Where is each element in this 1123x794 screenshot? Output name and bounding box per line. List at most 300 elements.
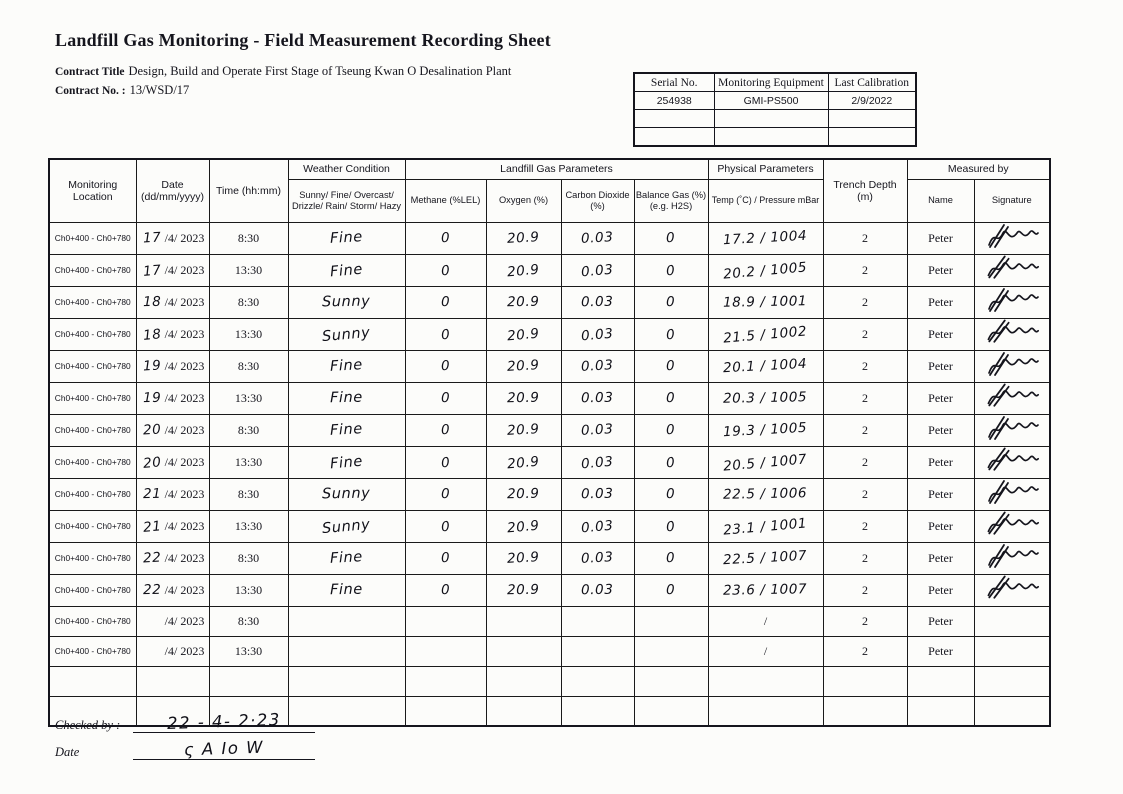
header-weather-options: Sunny/ Fine/ Overcast/ Drizzle/ Rain/ Storm/ Hazy — [288, 179, 405, 222]
equipment-header-row — [634, 73, 916, 92]
cell-weather — [288, 222, 405, 254]
cell-methane — [405, 666, 486, 696]
handwritten-temp-pressure: 23.1 / 1001 — [722, 515, 809, 539]
cell-time: 8:30 — [209, 350, 288, 382]
signature-scribble — [982, 317, 1042, 347]
handwritten-weather: Fine — [329, 549, 364, 567]
cell-location: Ch0+400 - Ch0+780 — [49, 510, 136, 542]
handwritten-methane: 0 — [440, 326, 451, 344]
cell-date — [136, 606, 209, 636]
cell-time: 13:30 — [209, 382, 288, 414]
signature-scribble — [983, 351, 1041, 377]
header-trench-depth: Trench Depth (m) — [823, 159, 907, 222]
cell-balance-gas — [634, 254, 708, 286]
cell-time: 8:30 — [209, 542, 288, 574]
cell-time: 8:30 — [209, 222, 288, 254]
cell-signature — [974, 254, 1050, 286]
cell-name: Peter — [907, 478, 974, 510]
table-row — [49, 478, 1050, 510]
handwritten-day: 17 — [142, 229, 162, 247]
cell-balance-gas — [634, 542, 708, 574]
equipment-cell — [714, 128, 828, 147]
equipment-tbody — [634, 92, 916, 147]
cell-methane — [405, 636, 486, 666]
printed-date: /4/ 2023 — [164, 295, 205, 309]
handwritten-weather: Sunny — [321, 516, 372, 538]
cell-methane — [405, 318, 486, 350]
header-monitoring-location: Monitoring Location — [49, 159, 136, 222]
handwritten-oxygen: 20.9 — [506, 421, 541, 439]
cell-date — [136, 318, 209, 350]
equipment-cell: GMI-PS500 — [714, 92, 828, 110]
handwritten-day: 21 — [142, 518, 162, 536]
cell-methane — [405, 254, 486, 286]
signature-scribble — [983, 415, 1041, 441]
cell-name: Peter — [907, 318, 974, 350]
cell-location: Ch0+400 - Ch0+780 — [49, 254, 136, 286]
cell-balance-gas — [634, 414, 708, 446]
table-row — [49, 382, 1050, 414]
handwritten-day: 17 — [142, 262, 162, 280]
cell-carbon-dioxide — [561, 666, 634, 696]
handwritten-temp-pressure: 17.2 / 1004 — [723, 227, 808, 249]
cell-oxygen — [486, 222, 561, 254]
cell-oxygen — [486, 542, 561, 574]
cell-balance-gas — [634, 478, 708, 510]
checked-by-line — [133, 712, 315, 733]
equipment-cell: 2/9/2022 — [828, 92, 916, 110]
signature-scribble — [982, 253, 1042, 283]
signature-scribble — [983, 479, 1041, 505]
cell-balance-gas — [634, 574, 708, 606]
handwritten-oxygen: 20.9 — [507, 581, 540, 599]
equipment-header-serial: Serial No. — [634, 73, 714, 92]
cell-location: Ch0+400 - Ch0+780 — [49, 606, 136, 636]
cell-trench-depth — [823, 696, 907, 726]
cell-weather — [288, 542, 405, 574]
handwritten-balance: 0 — [665, 454, 677, 472]
equipment-cell — [714, 110, 828, 128]
table-row — [49, 318, 1050, 350]
handwritten-methane: 0 — [440, 421, 451, 439]
cell-carbon-dioxide — [561, 542, 634, 574]
cell-trench-depth: 2 — [823, 222, 907, 254]
header-date: Date (dd/mm/yyyy) — [136, 159, 209, 222]
cell-name: Peter — [907, 254, 974, 286]
handwritten-methane: 0 — [440, 357, 451, 375]
cell-name — [907, 696, 974, 726]
cell-location: Ch0+400 - Ch0+780 — [49, 382, 136, 414]
handwritten-methane: 0 — [440, 262, 451, 280]
header-physical-parameters: Physical Parameters — [708, 159, 823, 179]
header-signature: Signature — [974, 179, 1050, 222]
cell-methane — [405, 574, 486, 606]
cell-carbon-dioxide — [561, 254, 634, 286]
cell-oxygen — [486, 382, 561, 414]
cell-weather — [288, 666, 405, 696]
header-landfill-gas-parameters: Landfill Gas Parameters — [405, 159, 708, 179]
checked-by-row — [55, 712, 385, 733]
header-time: Time (hh:mm) — [209, 159, 288, 222]
cell-temp-pressure — [708, 286, 823, 318]
handwritten-methane: 0 — [440, 581, 451, 599]
cell-weather — [288, 510, 405, 542]
handwritten-balance: 0 — [665, 326, 677, 344]
cell-weather — [288, 382, 405, 414]
cell-oxygen — [486, 350, 561, 382]
cell-location: Ch0+400 - Ch0+780 — [49, 636, 136, 666]
cell-name: Peter — [907, 350, 974, 382]
cell-carbon-dioxide — [561, 574, 634, 606]
handwritten-methane: 0 — [440, 389, 451, 407]
table-row — [49, 606, 1050, 636]
cell-signature — [974, 318, 1050, 350]
handwritten-temp-pressure: 18.9 / 1001 — [723, 293, 808, 311]
cell-balance-gas — [634, 666, 708, 696]
handwritten-oxygen: 20.9 — [507, 293, 540, 311]
handwritten-weather: Fine — [329, 357, 364, 375]
handwritten-temp-pressure: 20.1 / 1004 — [723, 355, 808, 377]
equipment-cell: 254938 — [634, 92, 714, 110]
date-label: Date — [55, 745, 80, 759]
cell-time: 8:30 — [209, 606, 288, 636]
signature-scribble — [983, 223, 1041, 249]
cell-location: Ch0+400 - Ch0+780 — [49, 318, 136, 350]
cell-temp-pressure — [708, 606, 823, 636]
cell-oxygen — [486, 510, 561, 542]
contract-no-value: 13/WSD/17 — [129, 83, 190, 97]
handwritten-co2: 0.03 — [580, 517, 615, 537]
cell-temp-pressure — [708, 254, 823, 286]
cell-date — [136, 414, 209, 446]
cell-date — [136, 382, 209, 414]
header-carbon-dioxide: Carbon Dioxide (%) — [561, 179, 634, 222]
cell-carbon-dioxide — [561, 350, 634, 382]
equipment-cell — [828, 128, 916, 147]
cell-oxygen — [486, 414, 561, 446]
printed-date: /4/ 2023 — [164, 583, 205, 597]
cell-location: Ch0+400 - Ch0+780 — [49, 574, 136, 606]
cell-methane — [405, 414, 486, 446]
equipment-cell — [828, 110, 916, 128]
page-title: Landfill Gas Monitoring - Field Measurement Recording Sheet — [55, 30, 551, 50]
cell-balance-gas — [634, 318, 708, 350]
cell-signature — [974, 666, 1050, 696]
handwritten-temp-pressure: 20.3 / 1005 — [723, 389, 808, 407]
signature-scribble — [982, 445, 1042, 475]
header-temp-pressure: Temp (˚C) / Pressure mBar — [708, 179, 823, 222]
printed-date: /4/ 2023 — [164, 455, 205, 469]
printed-slash: / — [763, 644, 768, 658]
handwritten-weather: Fine — [329, 421, 364, 439]
cell-weather — [288, 446, 405, 478]
cell-temp-pressure — [708, 446, 823, 478]
cell-temp-pressure — [708, 222, 823, 254]
cell-date — [136, 446, 209, 478]
handwritten-day: 21 — [142, 485, 162, 503]
cell-oxygen — [486, 478, 561, 510]
cell-weather — [288, 318, 405, 350]
handwritten-methane: 0 — [440, 229, 451, 247]
equipment-row — [634, 128, 916, 147]
cell-trench-depth: 2 — [823, 446, 907, 478]
cell-carbon-dioxide — [561, 510, 634, 542]
cell-trench-depth: 2 — [823, 606, 907, 636]
header-methane: Methane (%LEL) — [405, 179, 486, 222]
cell-carbon-dioxide — [561, 382, 634, 414]
cell-carbon-dioxide — [561, 318, 634, 350]
cell-carbon-dioxide — [561, 478, 634, 510]
handwritten-temp-pressure: 23.6 / 1007 — [723, 581, 808, 599]
cell-carbon-dioxide — [561, 414, 634, 446]
cell-temp-pressure — [708, 574, 823, 606]
handwritten-co2: 0.03 — [580, 453, 615, 473]
handwritten-oxygen: 20.9 — [506, 517, 541, 537]
equipment-table — [633, 72, 917, 147]
contract-title-line — [55, 62, 511, 81]
cell-balance-gas — [634, 382, 708, 414]
cell-time: 8:30 — [209, 286, 288, 318]
cell-carbon-dioxide — [561, 286, 634, 318]
cell-location: Ch0+400 - Ch0+780 — [49, 414, 136, 446]
cell-methane — [405, 606, 486, 636]
cell-name: Peter — [907, 574, 974, 606]
header-measured-by: Measured by — [907, 159, 1050, 179]
cell-signature — [974, 446, 1050, 478]
footer — [55, 712, 385, 766]
equipment-cell — [634, 128, 714, 147]
printed-date: /4/ 2023 — [164, 644, 205, 658]
handwritten-balance: 0 — [665, 518, 677, 536]
printed-date: /4/ 2023 — [164, 614, 205, 628]
cell-name: Peter — [907, 222, 974, 254]
cell-balance-gas — [634, 286, 708, 318]
header-balance-gas: Balance Gas (%) (e.g. H2S) — [634, 179, 708, 222]
date-line — [133, 739, 315, 760]
table-row — [49, 286, 1050, 318]
cell-location — [49, 666, 136, 696]
handwritten-balance: 0 — [666, 293, 676, 311]
cell-temp-pressure — [708, 350, 823, 382]
cell-name — [907, 666, 974, 696]
cell-location: Ch0+400 - Ch0+780 — [49, 478, 136, 510]
handwritten-co2: 0.03 — [581, 581, 614, 599]
cell-methane — [405, 446, 486, 478]
cell-carbon-dioxide — [561, 606, 634, 636]
cell-weather — [288, 254, 405, 286]
cell-balance-gas — [634, 636, 708, 666]
cell-date — [136, 350, 209, 382]
handwritten-methane: 0 — [440, 454, 451, 472]
cell-trench-depth — [823, 666, 907, 696]
handwritten-co2: 0.03 — [580, 421, 615, 439]
contract-block — [55, 62, 511, 100]
cell-oxygen — [486, 446, 561, 478]
handwritten-weather: Fine — [329, 389, 364, 407]
handwritten-oxygen: 20.9 — [506, 229, 541, 247]
table-row — [49, 446, 1050, 478]
handwritten-temp-pressure: 20.2 / 1005 — [722, 259, 809, 283]
cell-trench-depth: 2 — [823, 318, 907, 350]
cell-time: 13:30 — [209, 574, 288, 606]
cell-balance-gas — [634, 446, 708, 478]
cell-carbon-dioxide — [561, 636, 634, 666]
cell-time — [209, 666, 288, 696]
cell-time: 13:30 — [209, 254, 288, 286]
handwritten-co2: 0.03 — [580, 261, 615, 281]
cell-trench-depth: 2 — [823, 478, 907, 510]
header-oxygen: Oxygen (%) — [486, 179, 561, 222]
contract-no-line — [55, 81, 511, 100]
cell-temp-pressure — [708, 696, 823, 726]
cell-balance-gas — [634, 696, 708, 726]
handwritten-day: 20 — [142, 454, 162, 472]
cell-trench-depth: 2 — [823, 350, 907, 382]
cell-methane — [405, 478, 486, 510]
table-row — [49, 222, 1050, 254]
handwritten-co2: 0.03 — [580, 357, 615, 375]
table-row — [49, 574, 1050, 606]
checked-by-label: Checked by : — [55, 718, 121, 732]
handwritten-balance: 0 — [665, 421, 677, 439]
handwritten-checker-signature: ς A Io W — [183, 737, 265, 760]
contract-title-value: Design, Build and Operate First Stage of Tseung Kwan O Desalination Plant — [128, 64, 512, 78]
handwritten-weather: Fine — [329, 261, 364, 281]
cell-trench-depth: 2 — [823, 636, 907, 666]
handwritten-temp-pressure: 22.5 / 1006 — [723, 485, 808, 503]
cell-name: Peter — [907, 636, 974, 666]
cell-signature — [974, 286, 1050, 318]
equipment-row — [634, 110, 916, 128]
handwritten-balance: 0 — [665, 357, 677, 375]
cell-methane — [405, 222, 486, 254]
cell-methane — [405, 286, 486, 318]
handwritten-methane: 0 — [440, 549, 451, 567]
cell-carbon-dioxide — [561, 696, 634, 726]
handwritten-weather: Fine — [329, 581, 364, 599]
cell-location: Ch0+400 - Ch0+780 — [49, 350, 136, 382]
printed-slash: / — [763, 614, 768, 628]
equipment-header-calibration: Last Calibration — [828, 73, 916, 92]
cell-time: 13:30 — [209, 318, 288, 350]
cell-oxygen — [486, 606, 561, 636]
cell-balance-gas — [634, 510, 708, 542]
handwritten-oxygen: 20.9 — [507, 485, 540, 503]
cell-temp-pressure — [708, 510, 823, 542]
cell-carbon-dioxide — [561, 446, 634, 478]
handwritten-co2: 0.03 — [580, 549, 615, 567]
contract-no-label: Contract No. : — [55, 85, 126, 97]
header-group-row — [49, 159, 1050, 179]
handwritten-day: 20 — [142, 421, 162, 439]
cell-oxygen — [486, 696, 561, 726]
monitoring-table — [48, 158, 1051, 727]
signature-scribble — [982, 381, 1042, 411]
cell-time: 8:30 — [209, 478, 288, 510]
cell-temp-pressure — [708, 318, 823, 350]
cell-weather — [288, 636, 405, 666]
cell-signature — [974, 696, 1050, 726]
cell-oxygen — [486, 636, 561, 666]
cell-name: Peter — [907, 510, 974, 542]
cell-signature — [974, 542, 1050, 574]
handwritten-oxygen: 20.9 — [506, 357, 541, 375]
cell-methane — [405, 350, 486, 382]
date-row — [55, 739, 385, 760]
printed-date: /4/ 2023 — [164, 359, 205, 373]
contract-title-label: Contract Title — [55, 66, 125, 78]
cell-name: Peter — [907, 446, 974, 478]
handwritten-weather: Fine — [329, 229, 364, 247]
handwritten-day: 22 — [142, 581, 162, 599]
signature-scribble — [982, 509, 1042, 539]
cell-signature — [974, 636, 1050, 666]
cell-methane — [405, 510, 486, 542]
handwritten-weather: Fine — [329, 453, 364, 473]
signature-scribble — [983, 287, 1041, 313]
cell-date — [136, 222, 209, 254]
cell-signature — [974, 222, 1050, 254]
cell-weather — [288, 478, 405, 510]
handwritten-co2: 0.03 — [581, 389, 614, 407]
cell-weather — [288, 350, 405, 382]
handwritten-oxygen: 20.9 — [506, 261, 541, 281]
cell-name: Peter — [907, 606, 974, 636]
handwritten-day — [141, 655, 165, 657]
table-row — [49, 636, 1050, 666]
equipment-row — [634, 92, 916, 110]
signature-scribble — [982, 573, 1042, 603]
printed-date: /4/ 2023 — [164, 231, 205, 245]
cell-signature — [974, 478, 1050, 510]
handwritten-temp-pressure: 20.5 / 1007 — [722, 451, 809, 475]
cell-methane — [405, 382, 486, 414]
handwritten-balance: 0 — [665, 262, 677, 280]
handwritten-day: 19 — [142, 389, 162, 407]
cell-oxygen — [486, 574, 561, 606]
handwritten-balance: 0 — [666, 485, 676, 503]
cell-date — [136, 286, 209, 318]
handwritten-co2: 0.03 — [580, 229, 615, 247]
main-tbody — [49, 222, 1050, 726]
handwritten-balance: 0 — [665, 549, 677, 567]
handwritten-temp-pressure: 21.5 / 1002 — [722, 323, 809, 347]
cell-date — [136, 574, 209, 606]
table-row — [49, 510, 1050, 542]
cell-trench-depth: 2 — [823, 542, 907, 574]
printed-date: /4/ 2023 — [164, 391, 205, 405]
cell-signature — [974, 606, 1050, 636]
printed-date: /4/ 2023 — [164, 263, 205, 277]
table-row — [49, 254, 1050, 286]
signature-scribble — [983, 543, 1041, 569]
cell-weather — [288, 414, 405, 446]
cell-balance-gas — [634, 222, 708, 254]
handwritten-day: 19 — [142, 357, 162, 375]
cell-trench-depth: 2 — [823, 574, 907, 606]
cell-signature — [974, 574, 1050, 606]
printed-date: /4/ 2023 — [164, 327, 205, 341]
cell-oxygen — [486, 254, 561, 286]
handwritten-weather: Sunny — [321, 324, 372, 346]
cell-temp-pressure — [708, 478, 823, 510]
cell-signature — [974, 414, 1050, 446]
cell-name: Peter — [907, 542, 974, 574]
cell-temp-pressure — [708, 414, 823, 446]
cell-temp-pressure — [708, 542, 823, 574]
cell-trench-depth: 2 — [823, 414, 907, 446]
handwritten-oxygen: 20.9 — [506, 549, 541, 567]
